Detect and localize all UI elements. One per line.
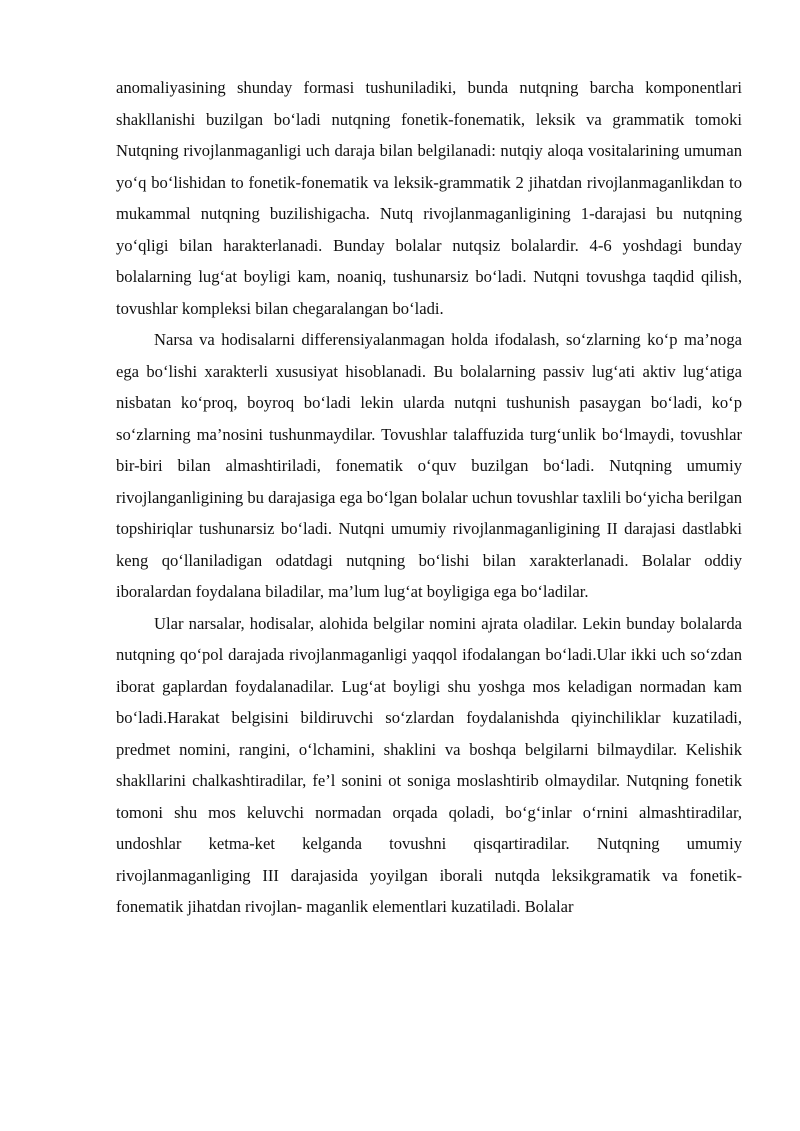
paragraph-2: Narsa va hodisalarni differensiyalanmagan holda ifodalash, so‘zlarning ko‘p ma’noga ega bo‘lishi xarakterli xususiyat hisoblanadi. Bu bolalarning passiv lug‘ati aktiv lug‘atiga nisbatan ko‘proq, boyroq bo‘ladi lekin ularda nutqni tushunish pasaygan bo‘ladi, ko‘p so‘zlarning ma’nosini tushunmaydilar. Tovushlar talaffuzida turg‘unlik bo‘lmaydi, tovushlar bir-biri bilan almashtiriladi, fonematik o‘quv buzilgan bo‘ladi. Nutqning umumiy rivojlanganligining bu darajasiga ega bo‘lgan bolalar uchun tovushlar taxlili bo‘yicha berilgan topshiriqlar tushunarsiz bo‘ladi. Nutqni umumiy rivojlanmaganligining II darajasi dastlabki keng qo‘llaniladigan odatdagi nutqning bo‘lishi bilan xarakterlanadi. Bolalar oddiy iboralardan foydalana biladilar, ma’lum lug‘at boyligiga ega bo‘ladilar. bbox=[116, 330, 742, 601]
paragraph-3: Ular narsalar, hodisalar, alohida belgilar nomini ajrata oladilar. Lekin bunday bolalarda nutqning qo‘pol darajada rivojlanmaganligi yaqqol ifodalangan bo‘ladi.Ular ikki uch so‘zdan iborat gaplardan foydalanadilar. Lug‘at boyligi shu yoshga mos keladigan normadan kam bo‘ladi.Harakat belgisini bildiruvchi so‘zlardan foydalanishda qiyinchiliklar kuzatiladi, predmet nomini, rangini, o‘lchamini, shaklini va boshqa belgilarni bilmaydilar. Kelishik shakllarini chalkashtiradilar, fe’l sonini ot soniga moslashtirib olmaydilar. Nutqning fonetik tomoni shu mos keluvchi normadan orqada qoladi, bo‘g‘inlar o‘rnini almashtiradilar, undoshlar ketma-ket kelganda tovushni qisqartiradilar. Nutqning umumiy rivojlanmaganliging III darajasida yoyilgan iborali nutqda leksikgramatik va fonetik-fonematik jihatdan rivojlan- maganlik elementlari kuzatiladi. Bolalar bbox=[116, 613, 742, 916]
paragraph-1: anomaliyasining shunday formasi tushuniladiki, bunda nutqning barcha komponentlari shakllanishi buzilgan bo‘ladi nutqning fonetik-fonematik, leksik va grammatik tomoki Nutqning rivojlanmaganligi uch daraja bilan belgilanadi: nutqiy aloqa vositalarining umuman yo‘q bo‘lishidan to fonetik-fonematik va leksik-grammatik 2 jihatdan rivojlanmaganlikdan to mukammal nutqning buzilishigacha. Nutq rivojlanmaganligining 1-darajasi bu nutqning yo‘qligi bilan harakterlanadi. Bunday bolalar nutqsiz bolalardir. 4-6 yoshdagi bunday bolalarning lug‘at boyligi kam, noaniq, tushunarsiz bo‘ladi. Nutqni tovushga taqdid qilish, tovushlar kompleksi bilan chegaralangan bo‘ladi. bbox=[116, 78, 742, 318]
document-page bbox=[116, 72, 742, 923]
